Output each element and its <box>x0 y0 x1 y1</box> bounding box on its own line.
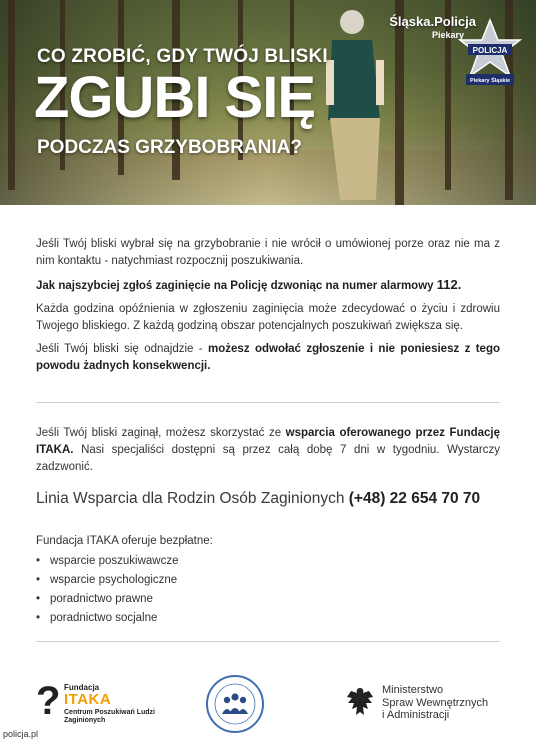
headline-main: ZGUBI SIĘ <box>34 65 316 130</box>
list-item: • wsparcie psychologiczne <box>36 574 178 586</box>
divider-1 <box>36 402 500 403</box>
support-rest: Nasi specjaliści dostępni są przez całą dobę 7 dni w tygodniu. Wystarczy zadzwonić. <box>36 444 500 473</box>
intro-paragraph-2 <box>36 276 500 295</box>
services-list <box>36 552 178 628</box>
hotline-number[interactable]: (+48) 22 654 70 70 <box>348 490 481 507</box>
headline-bottom: PODCZAS GRZYBOBRANIA? <box>37 137 302 158</box>
service-label: poradnictwo socjalne <box>50 612 158 624</box>
support-bold: wsparcia oferowanego przez Fundację ITAKA. <box>36 427 500 456</box>
list-item: • poradnictwo prawne <box>36 593 153 605</box>
list-item: • poradnictwo socjalne <box>36 612 158 624</box>
intro-paragraph-1: Jeśli Twój bliski wybrał się na grzybobranie i nie wrócił o umówionej porze oraz nie ma z nim kontaktu - natychmiast rozpocznij poszukiwania. <box>36 238 500 267</box>
brand-sub: Piekary <box>431 30 464 40</box>
eagle-emblem-icon <box>345 685 375 721</box>
support-text: Jeśli Twój bliski zaginął, możesz skorzystać ze <box>36 427 286 439</box>
itaka-name: ITAKA <box>64 691 112 708</box>
found-bold: możesz odwołać zgłoszenie i nie poniesiesz z tego powodu żadnych konsekwencji. <box>36 343 500 372</box>
question-mark-icon: ? <box>36 679 61 723</box>
hotline <box>36 490 480 508</box>
police-star-badge-icon <box>456 18 524 98</box>
support-paragraph <box>36 425 500 476</box>
site-url[interactable]: policja.pl <box>3 729 39 739</box>
alarm-number: 112. <box>436 277 462 292</box>
association-round-logo-icon <box>205 674 265 734</box>
hero-banner <box>0 0 536 205</box>
badge-bottom-text: Piekary Śląskie <box>469 78 511 84</box>
itaka-logo <box>36 680 156 725</box>
itaka-line1: Fundacja <box>64 683 100 692</box>
brand-name: Śląska.Policja <box>389 14 476 29</box>
offer-intro: Fundacja ITAKA oferuje bezpłatne: <box>36 535 213 547</box>
hotline-label: Linia Wsparcia dla Rodzin Osób Zaginionych <box>36 490 349 507</box>
badge-top-text: POLICJA <box>472 46 508 55</box>
support-section <box>36 425 500 476</box>
service-label: wsparcie psychologiczne <box>50 574 178 586</box>
divider-2 <box>36 641 500 642</box>
service-label: poradnictwo prawne <box>50 593 153 605</box>
service-label: wsparcie poszukiwawcze <box>50 555 179 567</box>
intro-section <box>36 236 500 375</box>
ministry-line: Spraw Wewnętrznych <box>382 696 489 709</box>
alarm-text: Jak najszybciej zgłoś zaginięcie na Policję dzwoniąc na numer alarmowy <box>36 280 437 292</box>
found-text: Jeśli Twój bliski się odnajdzie - <box>36 343 209 355</box>
ministry-line: Ministerstwo <box>382 684 444 696</box>
list-item: • wsparcie poszukiwawcze <box>36 555 179 567</box>
headline-top: CO ZROBIĆ, GDY TWÓJ BLISKI <box>37 46 328 67</box>
ministry-name <box>382 684 488 722</box>
itaka-line3: Centrum Poszukiwań Ludzi Zaginionych <box>64 709 156 724</box>
intro-paragraph-4 <box>36 341 500 375</box>
ministry-line: i Administracji <box>382 709 450 721</box>
intro-paragraph-3: Każda godzina opóźnienia w zgłoszeniu zaginięcia może zdecydować o życiu i zdrowiu Twojego bliskiego. Z każdą godziną obszar potencjalnych poszukiwań zwiększa się. <box>36 303 500 332</box>
